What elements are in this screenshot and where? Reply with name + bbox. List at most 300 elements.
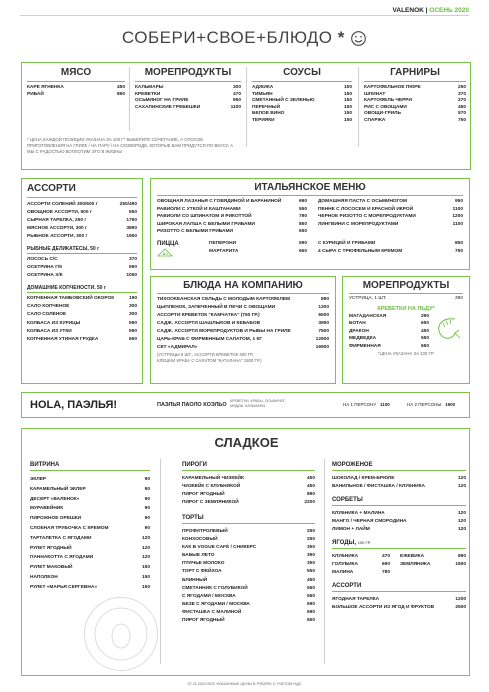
item-name: ТЕРИЯКИ — [252, 117, 275, 123]
item-price: 890 — [320, 297, 329, 302]
list-item — [332, 483, 466, 491]
item-price: 12900 — [315, 337, 329, 342]
brand-name: VALENOK — [392, 7, 424, 14]
sides-title: ГАРНИРЫ — [390, 67, 440, 78]
item-price: 570 — [457, 111, 466, 117]
paella-price-2: НА 2 ПЕРСОНЫ 1900 — [407, 402, 456, 407]
item-name: ЛОСОСЬ С/С — [27, 257, 58, 262]
item-price: 950 — [232, 98, 241, 104]
item-price: 300 — [128, 312, 137, 318]
list-item — [27, 336, 137, 344]
list-item — [182, 552, 315, 560]
list-item — [27, 225, 137, 233]
list-item — [182, 601, 315, 609]
smiley-icon — [350, 30, 367, 47]
brand — [393, 7, 469, 14]
sorbets-title: СОРБЕТЫ — [332, 497, 363, 503]
list-item — [182, 568, 315, 576]
list-item — [332, 510, 466, 518]
list-item — [182, 609, 315, 617]
item-price: 650 — [420, 321, 429, 327]
item-name: МАГАДАНСКАЯ — [349, 313, 387, 319]
list-item — [332, 596, 466, 604]
list-item — [182, 491, 315, 499]
item-name: СМЕТАННЫЙ С ЗЕЛЕНЬЮ — [252, 98, 315, 104]
item-price: 250 — [457, 85, 466, 90]
item-name: ЛИМОН + ЛАЙМ — [332, 527, 370, 532]
item-name: ПРОФИТРОЛЕВЫЙ — [182, 529, 228, 534]
page-title-text: СОБЕРИ+СВОЕ+БЛЮДО — [121, 28, 333, 47]
item-price: 16900 — [315, 345, 329, 350]
build-note: * ЦЕНА КАЖДОЙ ПОЗИЦИИ УКАЗАНА ЗА 100 Г* ВЫБЕРИТЕ СОЧЕТАНИЕ, А СПОСОБ ПРИГОТОВЛЕНИЯ НА ГРИЛЕ / НА ПАРУ / НА СКОВОРОДЕ, КОТОРЫЕ ВАМ ПРИДУТСЯ ПО ВКУСУ. А МЫ С РАДОСТЬЮ ВОПЛОТИМ ЭТО В ЖИЗНЬ! — [27, 137, 234, 154]
meat-title: МЯСО — [60, 67, 92, 78]
item-name: ТИХООКЕАНСКАЯ СЕЛЬДЬ С МОЛОДЫМ КАРТОФЕЛЕМ — [157, 297, 291, 302]
item-name: ЛИНГВИНИ С МОРЕПРОДУКТАМИ — [318, 221, 399, 227]
item-price: 1050 — [126, 273, 137, 278]
item-name: САЛО КОПЧЕНОЕ — [27, 304, 70, 310]
list-item — [27, 320, 137, 328]
paella-price-1: НА 1 ПЕРСОНУ 1100 — [343, 402, 390, 407]
item-price: 550 — [306, 593, 315, 599]
item-price: 1300 — [318, 305, 329, 310]
item-price: 250 — [306, 529, 315, 534]
list-item — [30, 583, 150, 593]
item-price: 120 — [457, 519, 466, 524]
item-name: КОНХОСОВЫЙ — [182, 537, 218, 543]
icecream-title: МОРОЖЕНОЕ — [332, 462, 373, 468]
sweets-section — [21, 428, 470, 676]
paella-title: HOLA, ПАЭЛЬЯ! — [30, 399, 118, 411]
list-item — [157, 344, 329, 352]
smoked-title: ДОМАШНИЕ КОПЧЕНОСТИ, 50 г — [27, 285, 107, 291]
item-price: 290 — [420, 313, 429, 319]
list-item — [30, 504, 150, 514]
item-name: САДЖ. АССОРТИ МОРЕПРОДУКТОВ И РЫБЫ НА ГРИЛЕ — [157, 329, 291, 334]
list-item — [252, 118, 352, 125]
item-price: 150 — [141, 584, 150, 590]
list-item — [27, 311, 137, 319]
list-item — [252, 98, 352, 105]
header-line — [20, 15, 469, 16]
paella-section — [21, 392, 470, 418]
item-name: СЕТ «АДМИРАЛ» — [157, 345, 198, 350]
list-item — [157, 328, 329, 336]
item-price: 300 — [232, 85, 241, 90]
item-price: 650 — [306, 618, 315, 624]
item-price: 650 — [298, 248, 307, 254]
assorti-title: АССОРТИ — [27, 183, 76, 194]
item-price: 90 — [144, 486, 150, 492]
item-price: 6500 — [318, 313, 329, 318]
item-name: КАЛЬМАРЫ — [135, 85, 164, 90]
list-item — [27, 85, 125, 92]
item-price: 150 — [343, 111, 352, 117]
list-item — [182, 617, 315, 625]
item-name: ТИМЬЯН — [252, 91, 273, 97]
item-price: 7500 — [318, 329, 329, 334]
item-price: 470 — [381, 554, 390, 559]
item-name: КАРТОФЕЛЬНОЕ ПЮРЕ — [364, 85, 421, 90]
item-name: РУЛЕТ МАКОВЫЙ — [30, 565, 73, 571]
item-price: 450 — [420, 328, 429, 334]
list-item — [157, 198, 307, 206]
list-item — [182, 544, 315, 552]
item-price: 750 — [457, 117, 466, 123]
list-item — [27, 256, 137, 264]
item-name: КАРАМЕЛЬНЫЙ ЭКЛЕР — [30, 486, 86, 492]
item-name: ОВОЩНОЕ АССОРТИ, 500 г — [27, 210, 92, 215]
item-name: ПИРОГ ЯГОДНЫЙ — [182, 618, 225, 624]
item-price: 1950 — [126, 234, 137, 239]
item-price: 850 — [454, 240, 463, 246]
list-item — [157, 228, 307, 236]
item-price: 300 — [128, 304, 137, 310]
item-name: С КУРИЦЕЙ И ГРИБАМИ — [318, 240, 376, 246]
assorti-section — [21, 178, 143, 384]
item-name: ПИРОГ ЯГОДНЫЙ — [182, 492, 225, 497]
item-name: ВАНИЛЬНОЕ / ФИСТАШКА / КЛУБНИКА — [332, 484, 426, 489]
list-item — [332, 604, 466, 612]
stamp-icon — [85, 598, 157, 670]
item-name: САДЖ. АССОРТИ ШАШЛЫКОВ И КЕБАБОВ — [157, 321, 261, 326]
item-price: 450 — [306, 476, 315, 481]
list-item — [27, 217, 137, 225]
restaurant-stamp — [84, 597, 158, 671]
company-section — [150, 276, 336, 384]
item-name: БЕЛОЕ ВИНО — [252, 111, 285, 117]
item-price: 270 — [457, 98, 466, 104]
item-price: 1100 — [230, 104, 241, 110]
seafood-note: *ЦЕНА УКАЗАНА ЗА 100 ГР. — [377, 350, 435, 356]
italian-title: ИТАЛЬЯНСКОЕ МЕНЮ — [254, 182, 366, 193]
list-item — [364, 118, 466, 125]
list-item — [135, 105, 241, 112]
item-price: 120 — [457, 511, 466, 516]
seafood-column — [135, 67, 241, 111]
vitrina-column — [30, 459, 150, 593]
item-name: КОЛБАСА ИЗ КУРИЦЫ — [27, 320, 81, 326]
item-price: 190 — [128, 296, 137, 301]
list-item — [364, 111, 466, 118]
item-name: ТАРТАЛЕТКА С ЯГОДАМИ — [30, 535, 92, 541]
item-name: ПЕПЕРОНИ — [209, 240, 237, 246]
item-price: 590 — [298, 240, 307, 246]
list-item — [182, 577, 315, 585]
item-name: СЫРНАЯ ТАРЕЛКА, 250 г — [27, 218, 87, 223]
item-name: ШПИНАТ — [364, 91, 386, 97]
list-item — [182, 475, 315, 483]
list-item — [182, 483, 315, 491]
company-title: БЛЮДА НА КОМПАНИЮ — [183, 280, 303, 291]
item-price: 1200 — [455, 597, 466, 602]
list-item — [349, 320, 429, 328]
item-price: 450 — [306, 484, 315, 489]
list-item — [182, 585, 315, 593]
item-name: СПАРЖА — [364, 117, 386, 123]
item-name: АДЖИКА — [252, 85, 274, 90]
item-name: РИБАЙ — [27, 91, 44, 97]
item-price: 890 — [457, 554, 466, 559]
item-price: 690 — [128, 265, 137, 270]
item-name: МЯСНОЕ АССОРТИ, 300 г — [27, 226, 88, 231]
item-name: РИС С ОВОЩАМИ — [364, 104, 407, 110]
list-item — [364, 98, 466, 105]
sauces-title: СОУСЫ — [283, 67, 321, 78]
fish-delicacies-title: РЫБНЫЕ ДЕЛИКАТЕСЫ, 50 г — [27, 246, 100, 252]
list-item — [349, 313, 429, 321]
item-name: МУРАВЕЙНИК — [30, 506, 64, 512]
item-name: БОТАН — [349, 321, 366, 327]
pies-column — [182, 459, 315, 625]
list-item — [318, 248, 463, 256]
berries-title: ЯГОДЫ, 100 ГР. — [332, 540, 371, 546]
item-name: РАВИОЛИ С УТКОЙ И КАШТАНАМИ — [157, 206, 241, 212]
item-name: БЕЗЕ С ЯГОДАМИ / МОСКВА — [182, 601, 250, 607]
shrimp-on-ice-title: КРЕВЕТКИ НА ЛЬДУ* — [377, 305, 435, 312]
item-name: СМЕТАННИК С ГОЛУБИКОЙ — [182, 585, 248, 591]
item-price: 90 — [144, 496, 150, 502]
item-name: РЫБНОЕ АССОРТИ, 300 г — [27, 234, 88, 239]
item-price: 90 — [144, 525, 150, 531]
build-your-dish-section — [21, 62, 471, 170]
list-item — [157, 304, 329, 312]
list-item — [27, 233, 137, 241]
item-price: 250 — [306, 537, 315, 543]
list-item — [157, 336, 329, 344]
item-price: 120 — [457, 527, 466, 532]
item-price: 450 — [457, 104, 466, 110]
item-name: ФИРМЕННАЯ — [349, 343, 381, 349]
item-price: 350 — [306, 561, 315, 567]
list-item — [30, 573, 150, 583]
item-price: 790 — [298, 214, 307, 220]
item-name: АССОРТИ КРЕВЕТОК "КАМЧАТКА" (750 ГР.) — [157, 313, 260, 318]
item-name: ПАННАКОТТА С ЯГОДАМИ — [30, 555, 94, 561]
item-price: 650 — [298, 229, 307, 235]
item-name: МАРГАРИТА — [209, 248, 239, 254]
item-price: 550 — [306, 585, 315, 591]
item-price: 1100 — [452, 221, 463, 227]
item-name: ПИРОЖНОЕ ОРЕШКИ — [30, 516, 82, 522]
item-name: РАВИОЛИ СО ШПИНАТОМ И РИКОТТОЙ — [157, 214, 252, 220]
list-item — [27, 92, 125, 99]
list-item — [27, 295, 137, 303]
item-price: 890 — [116, 91, 125, 97]
item-price: 550 — [298, 206, 307, 212]
list-item — [30, 534, 150, 544]
item-price: 450 — [116, 85, 125, 90]
seafood-section-title: МОРЕПРОДУКТЫ — [362, 280, 450, 291]
item-price: 150 — [343, 98, 352, 104]
item-name: ОВОЩИ-ГРИЛЬ — [364, 111, 401, 117]
icecream-column — [332, 459, 466, 612]
item-price: 650 — [420, 343, 429, 349]
oyster-row: УСТРИЦА, 1 ШТ. 390 — [349, 296, 463, 301]
list-item — [349, 328, 429, 336]
item-price: 90 — [144, 516, 150, 522]
item-price: 470 — [232, 91, 241, 97]
item-name: АССОРТИ СОЛЕНИЙ 300/600 г — [27, 202, 98, 207]
list-item — [209, 240, 307, 248]
item-name: НАПОЛЕОН — [30, 574, 58, 580]
item-name: ЯГОДНАЯ ТАРЕЛКА — [332, 597, 380, 602]
list-item — [157, 312, 329, 320]
item-price: 1900 — [455, 562, 466, 567]
item-price: 780 — [381, 570, 390, 575]
list-item — [30, 563, 150, 573]
item-price: 150 — [141, 574, 150, 580]
list-item — [30, 544, 150, 554]
item-name: КОПЧЕННАЯ ТАМБОВСКИЙ ОКОРОК — [27, 296, 115, 301]
footer: 07.11.2020 ВСЕ УКАЗАННЫЕ ЦЕНЫ В РУБЛЯХ С УЧЕТОМ НДС — [187, 682, 302, 686]
item-name: САХАЛИНСКИЕ ГРЕБЕШКИ — [135, 104, 201, 110]
item-price: 370 — [128, 257, 137, 262]
vitrina-title: ВИТРИНА — [30, 462, 60, 468]
item-name: КАК В VOGUE CAFÉ / СНИКЕРС — [182, 545, 257, 551]
cakes-title: ТОРТЫ — [182, 515, 204, 521]
list-item — [30, 514, 150, 524]
item-price: 3890 — [126, 226, 137, 231]
list-item — [27, 303, 137, 311]
item-price: 890 — [306, 492, 315, 497]
item-price: 590 — [128, 328, 137, 334]
item-price: 550 — [420, 336, 429, 342]
item-price: 1100 — [452, 206, 463, 212]
list-item — [332, 526, 466, 534]
item-name: ЦЫПЛЕНОК, ЗАПЕЧЕННЫЙ В ПЕЧИ С ОВОЩАМИ — [157, 305, 276, 310]
header — [0, 4, 489, 17]
item-price: 120 — [457, 484, 466, 489]
list-item — [318, 206, 463, 214]
item-name: ЧИЗКЕЙК С КЛУБНИКОЙ — [182, 484, 241, 489]
item-name: ОВОЩНАЯ ЛАЗАНЬЯ С ГОВЯДИНОЙ И БАРАНИНОЙ — [157, 199, 282, 204]
list-item — [30, 475, 150, 485]
item-price: 550 — [306, 569, 315, 575]
list-item — [400, 561, 466, 569]
list-item — [349, 335, 429, 343]
item-price: 690 — [306, 601, 315, 607]
item-name: КОПЧЕННАЯ УТИНАЯ ГРУДКА — [27, 337, 99, 343]
list-item — [182, 528, 315, 536]
pies-title: ПИРОГИ — [182, 462, 207, 468]
item-name: МАЛИНА — [332, 570, 354, 575]
item-price: 750 — [454, 248, 463, 254]
item-name: ПИРОГ С ЗЕМЛЯНИКОЙ — [182, 500, 239, 505]
list-item — [332, 569, 390, 577]
item-price: 90 — [144, 477, 150, 482]
item-price: 650 — [128, 337, 137, 343]
list-item — [157, 206, 307, 214]
list-item — [182, 536, 315, 544]
item-price: 150 — [343, 104, 352, 110]
item-name: РИЗОТТО С БЕЛЫМИ ГРИБАМИ — [157, 229, 233, 235]
item-name: КАРАМЕЛЬНЫЙ ЧИЗКЕЙК — [182, 476, 244, 481]
item-name: ЕЖЕВИКА — [400, 554, 425, 559]
list-item — [157, 320, 329, 328]
sweet-assorti-title: АССОРТИ — [332, 583, 362, 589]
item-price: 370 — [457, 91, 466, 97]
item-name: ТОРТ С ФЕЙХОА — [182, 569, 222, 575]
list-item — [30, 485, 150, 495]
item-price: 690 — [306, 609, 315, 615]
list-item — [332, 475, 466, 483]
item-price: 2500 — [455, 605, 466, 610]
item-price: 150 — [141, 565, 150, 571]
list-item — [30, 524, 150, 534]
list-item — [135, 85, 241, 92]
list-item — [332, 518, 466, 526]
item-name: КЛУБНИКА + МАЛИНА — [332, 511, 385, 516]
item-name: ОСЬМИНОГ НА ГРИЛЕ — [135, 98, 189, 104]
list-item — [332, 561, 390, 569]
list-item — [27, 264, 137, 272]
sides-column — [364, 67, 466, 125]
item-price: 450 — [306, 577, 315, 583]
item-price: 250/490 — [119, 202, 137, 207]
item-name: СЛОЕНАЯ ТРУБОЧКА С КРЕМОМ — [30, 525, 109, 531]
list-item — [318, 213, 463, 221]
item-name: МАНГО / ЧЕРНАЯ СМОРОДИНА — [332, 519, 407, 524]
asterisk-icon: * — [337, 28, 345, 47]
item-name: ОСЕТРИНА Х/К — [27, 273, 63, 278]
item-name: КОЛБАСА ИЗ УТКИ — [27, 328, 72, 334]
list-item — [30, 553, 150, 563]
list-item — [157, 213, 307, 221]
company-note-2: КЛЕШНИ КРАБА С САЛАТОМ "КАТАЛАНА" 1500 ГР.) — [157, 358, 262, 363]
item-price: 1200 — [452, 214, 463, 220]
item-name: КАРЕ ЯГНЕНКА — [27, 85, 64, 90]
list-item — [318, 221, 463, 229]
list-item — [349, 343, 429, 351]
item-name: ЦАРЬ-КРАБ С ФИРМЕННЫМ САЛАТОМ, 1 КГ — [157, 337, 263, 342]
item-name: ПЕРЕЧНЫЙ — [252, 104, 281, 110]
item-name: ОСЕТРИНА Г/К — [27, 265, 63, 270]
list-item — [318, 240, 463, 248]
item-price: 150 — [343, 91, 352, 97]
item-price: 120 — [141, 535, 150, 541]
italian-section — [150, 178, 470, 270]
item-name: ПТИЧЬЕ МОЛОКО — [182, 561, 225, 567]
list-item — [157, 221, 307, 229]
item-name: САЛО СОЛЕНОЕ — [27, 312, 67, 318]
item-name: ЧЕРНОЕ РИЗОТТО С МОРЕПРОДУКТАМИ — [318, 214, 416, 220]
list-item — [135, 98, 241, 105]
item-name: ПЕННЕ С ЛОСОСЕМ И КРАСНОЙ ИКРОЙ — [318, 206, 414, 212]
item-name: ШИРОКАЯ ЛАПША С БЕЛЫМИ ГРИБАМИ — [157, 221, 255, 227]
item-price: 690 — [298, 199, 307, 204]
item-price: 850 — [298, 221, 307, 227]
sweets-title: СЛАДКОЕ — [214, 435, 279, 450]
item-price: 120 — [141, 545, 150, 551]
list-item — [400, 553, 466, 561]
item-name: РУЛЕТ «МАРЬЯ СЕРГЕВНА» — [30, 584, 97, 590]
item-price: 590 — [128, 320, 137, 326]
paella-name: ПАЭЛЬЯ ПАОЛО КОЭЛЬО — [157, 402, 227, 408]
item-name: КРЕВЕТКИ — [135, 91, 161, 97]
item-name: КЛУБНИКА — [332, 554, 359, 559]
list-item — [364, 85, 466, 92]
list-item — [182, 560, 315, 568]
list-item — [252, 111, 352, 118]
item-price: 150 — [343, 117, 352, 123]
item-price: 150 — [343, 85, 352, 90]
list-item — [182, 593, 315, 601]
brand-sep: | — [423, 7, 430, 14]
item-price: 120 — [457, 476, 466, 481]
item-price: 2200 — [304, 500, 315, 505]
item-name: ДОМАШНЯЯ ПАСТА С ОСЬМИНОГОМ — [318, 199, 408, 204]
item-name: КАРТОФЕЛЬ ЧЕРРИ — [364, 98, 412, 104]
